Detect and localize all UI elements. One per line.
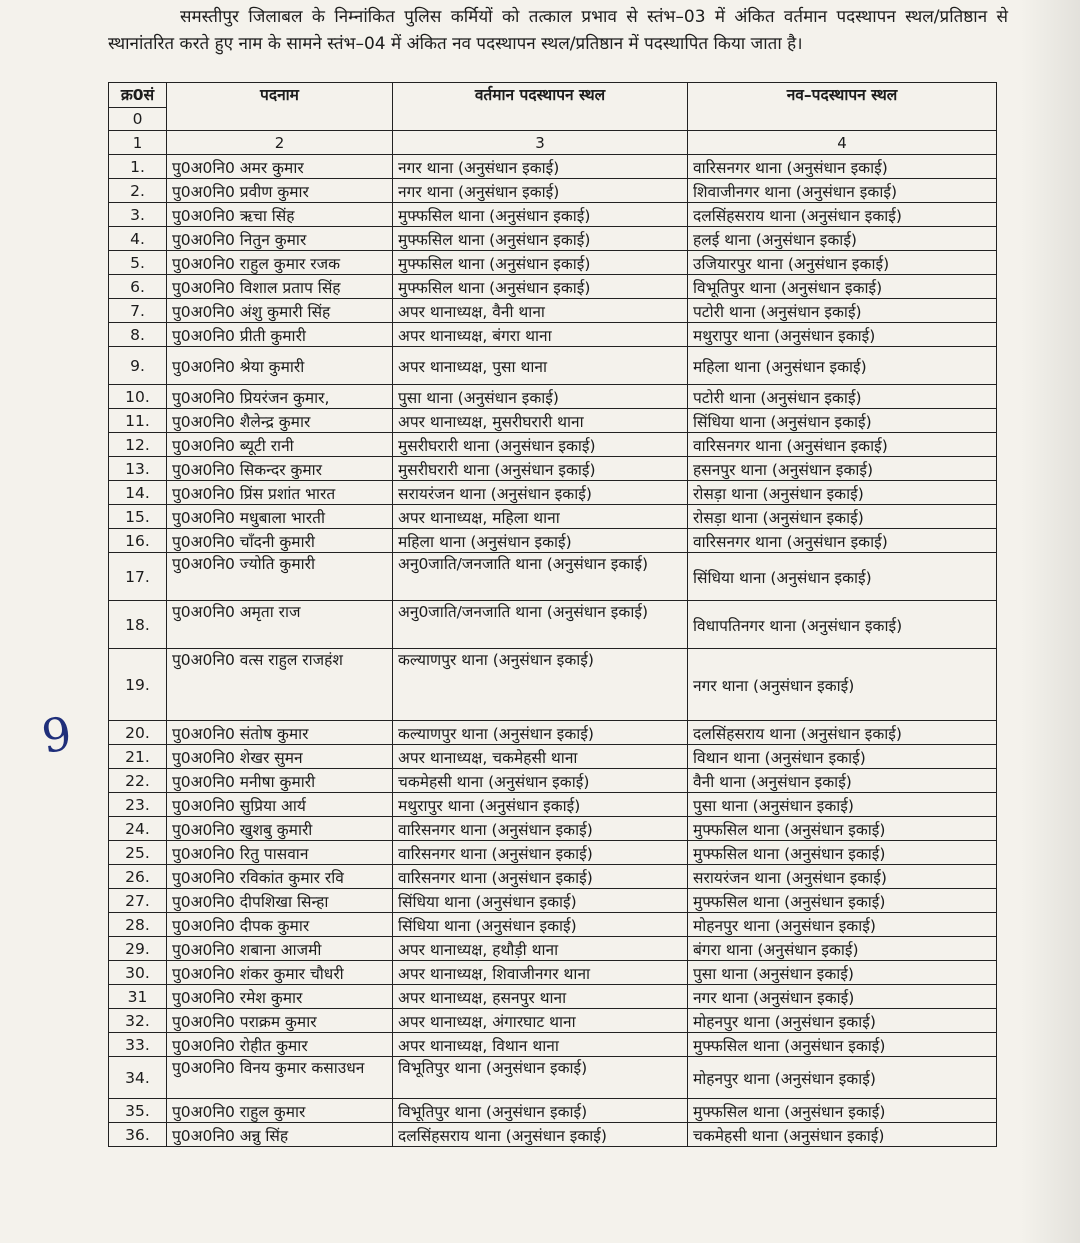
row-new-posting: हसनपुर थाना (अनुसंधान इकाई) xyxy=(688,457,997,481)
row-new-posting: पटोरी थाना (अनुसंधान इकाई) xyxy=(688,299,997,323)
row-new-posting: मुफ्फसिल थाना (अनुसंधान इकाई) xyxy=(688,817,997,841)
table-row xyxy=(109,433,997,457)
table-row xyxy=(109,179,997,203)
table-row xyxy=(109,865,997,889)
row-designation-name: पु0अ0नि0 दीपशिखा सिन्हा xyxy=(167,889,393,913)
row-current-posting: मुफ्फसिल थाना (अनुसंधान इकाई) xyxy=(393,251,688,275)
table-row xyxy=(109,457,997,481)
row-serial-number: 34. xyxy=(109,1057,167,1099)
row-new-posting: नगर थाना (अनुसंधान इकाई) xyxy=(688,649,997,721)
row-serial-number: 19. xyxy=(109,649,167,721)
row-designation-name: पु0अ0नि0 प्रिंस प्रशांत भारत xyxy=(167,481,393,505)
row-designation-name: पु0अ0नि0 शबाना आजमी xyxy=(167,937,393,961)
row-new-posting: हलई थाना (अनुसंधान इकाई) xyxy=(688,227,997,251)
row-serial-number: 11. xyxy=(109,409,167,433)
row-serial-number: 20. xyxy=(109,721,167,745)
row-designation-name: पु0अ0नि0 प्रीती कुमारी xyxy=(167,323,393,347)
row-serial-number: 9. xyxy=(109,347,167,385)
row-new-posting: पुसा थाना (अनुसंधान इकाई) xyxy=(688,961,997,985)
column-number: 4 xyxy=(688,131,997,155)
row-current-posting: अपर थानाध्यक्ष, शिवाजीनगर थाना xyxy=(393,961,688,985)
row-current-posting: मुसरीघरारी थाना (अनुसंधान इकाई) xyxy=(393,433,688,457)
row-current-posting: अपर थानाध्यक्ष, हसनपुर थाना xyxy=(393,985,688,1009)
row-current-posting: महिला थाना (अनुसंधान इकाई) xyxy=(393,529,688,553)
row-current-posting: नगर थाना (अनुसंधान इकाई) xyxy=(393,155,688,179)
row-serial-number: 4. xyxy=(109,227,167,251)
table-row xyxy=(109,745,997,769)
row-current-posting: अनु0जाति/जनजाति थाना (अनुसंधान इकाई) xyxy=(393,601,688,649)
row-designation-name: पु0अ0नि0 नितुन कुमार xyxy=(167,227,393,251)
row-current-posting: वारिसनगर थाना (अनुसंधान इकाई) xyxy=(393,841,688,865)
row-designation-name: पु0अ0नि0 रितु पासवान xyxy=(167,841,393,865)
row-serial-number: 23. xyxy=(109,793,167,817)
row-serial-number: 3. xyxy=(109,203,167,227)
row-new-posting: मोहनपुर थाना (अनुसंधान इकाई) xyxy=(688,1057,997,1099)
table-row xyxy=(109,347,997,385)
row-designation-name: पु0अ0नि0 शैलेन्द्र कुमार xyxy=(167,409,393,433)
row-designation-name: पु0अ0नि0 पराक्रम कुमार xyxy=(167,1009,393,1033)
row-designation-name: पु0अ0नि0 ज्योति कुमारी xyxy=(167,553,393,601)
row-serial-number: 33. xyxy=(109,1033,167,1057)
row-current-posting: कल्याणपुर थाना (अनुसंधान इकाई) xyxy=(393,649,688,721)
table-row xyxy=(109,601,997,649)
column-number: 1 xyxy=(109,131,167,155)
table-row xyxy=(109,409,997,433)
row-current-posting: अपर थानाध्यक्ष, चकमेहसी थाना xyxy=(393,745,688,769)
row-designation-name: पु0अ0नि0 दीपक कुमार xyxy=(167,913,393,937)
row-serial-number: 15. xyxy=(109,505,167,529)
row-designation-name: पु0अ0नि0 रमेश कुमार xyxy=(167,985,393,1009)
row-designation-name: पु0अ0नि0 राहुल कुमार रजक xyxy=(167,251,393,275)
row-new-posting: दलसिंहसराय थाना (अनुसंधान इकाई) xyxy=(688,203,997,227)
row-serial-number: 14. xyxy=(109,481,167,505)
table-row xyxy=(109,385,997,409)
table-row xyxy=(109,889,997,913)
row-new-posting: मुफ्फसिल थाना (अनुसंधान इकाई) xyxy=(688,1033,997,1057)
row-designation-name: पु0अ0नि0 विशाल प्रताप सिंह xyxy=(167,275,393,299)
table-row xyxy=(109,985,997,1009)
row-designation-name: पु0अ0नि0 विनय कुमार कसाउधन xyxy=(167,1057,393,1099)
table-row xyxy=(109,275,997,299)
row-current-posting: वारिसनगर थाना (अनुसंधान इकाई) xyxy=(393,817,688,841)
table-row xyxy=(109,1009,997,1033)
row-new-posting: वारिसनगर थाना (अनुसंधान इकाई) xyxy=(688,433,997,457)
row-new-posting: वैनी थाना (अनुसंधान इकाई) xyxy=(688,769,997,793)
row-serial-number: 2. xyxy=(109,179,167,203)
row-serial-number: 13. xyxy=(109,457,167,481)
row-serial-number: 18. xyxy=(109,601,167,649)
row-serial-number: 22. xyxy=(109,769,167,793)
row-designation-name: पु0अ0नि0 राहुल कुमार xyxy=(167,1099,393,1123)
row-new-posting: मोहनपुर थाना (अनुसंधान इकाई) xyxy=(688,913,997,937)
row-new-posting: नगर थाना (अनुसंधान इकाई) xyxy=(688,985,997,1009)
row-designation-name: पु0अ0नि0 चाँदनी कुमारी xyxy=(167,529,393,553)
row-new-posting: मुफ्फसिल थाना (अनुसंधान इकाई) xyxy=(688,889,997,913)
row-serial-number: 32. xyxy=(109,1009,167,1033)
table-row xyxy=(109,1033,997,1057)
column-number: 2 xyxy=(167,131,393,155)
row-designation-name: पु0अ0नि0 अन्नु सिंह xyxy=(167,1123,393,1147)
row-current-posting: कल्याणपुर थाना (अनुसंधान इकाई) xyxy=(393,721,688,745)
table-row xyxy=(109,841,997,865)
row-serial-number: 16. xyxy=(109,529,167,553)
row-new-posting: विभूतिपुर थाना (अनुसंधान इकाई) xyxy=(688,275,997,299)
row-current-posting: मुसरीघरारी थाना (अनुसंधान इकाई) xyxy=(393,457,688,481)
row-serial-number: 8. xyxy=(109,323,167,347)
row-serial-number: 5. xyxy=(109,251,167,275)
row-current-posting: चकमेहसी थाना (अनुसंधान इकाई) xyxy=(393,769,688,793)
header-new-posting: नव–पदस्थापन स्थल xyxy=(688,83,997,131)
table-row xyxy=(109,299,997,323)
row-serial-number: 12. xyxy=(109,433,167,457)
row-new-posting: शिवाजीनगर थाना (अनुसंधान इकाई) xyxy=(688,179,997,203)
row-designation-name: पु0अ0नि0 सुप्रिया आर्य xyxy=(167,793,393,817)
row-designation-name: पु0अ0नि0 मधुबाला भारती xyxy=(167,505,393,529)
row-serial-number: 36. xyxy=(109,1123,167,1147)
row-current-posting: अपर थानाध्यक्ष, पुसा थाना xyxy=(393,347,688,385)
transfer-table xyxy=(108,82,997,1147)
column-number-row xyxy=(109,131,997,155)
row-current-posting: दलसिंहसराय थाना (अनुसंधान इकाई) xyxy=(393,1123,688,1147)
row-designation-name: पु0अ0नि0 रोहीत कुमार xyxy=(167,1033,393,1057)
row-current-posting: अपर थानाध्यक्ष, अंगारघाट थाना xyxy=(393,1009,688,1033)
row-designation-name: पु0अ0नि0 अमृता राज xyxy=(167,601,393,649)
table-row xyxy=(109,1099,997,1123)
row-serial-number: 24. xyxy=(109,817,167,841)
row-serial-number: 21. xyxy=(109,745,167,769)
row-serial-number: 17. xyxy=(109,553,167,601)
row-designation-name: पु0अ0नि0 खुशबु कुमारी xyxy=(167,817,393,841)
row-current-posting: सिंधिया थाना (अनुसंधान इकाई) xyxy=(393,913,688,937)
row-new-posting: महिला थाना (अनुसंधान इकाई) xyxy=(688,347,997,385)
row-current-posting: अपर थानाध्यक्ष, मुसरीघरारी थाना xyxy=(393,409,688,433)
table-row xyxy=(109,553,997,601)
row-current-posting: विभूतिपुर थाना (अनुसंधान इकाई) xyxy=(393,1099,688,1123)
table-row xyxy=(109,481,997,505)
row-current-posting: मथुरापुर थाना (अनुसंधान इकाई) xyxy=(393,793,688,817)
row-designation-name: पु0अ0नि0 मनीषा कुमारी xyxy=(167,769,393,793)
row-designation-name: पु0अ0नि0 वत्स राहुल राजहंश xyxy=(167,649,393,721)
intro-paragraph: समस्तीपुर जिलाबल के निम्नांकित पुलिस कर्मियों को तत्काल प्रभाव से स्तंभ–03 में अंकित वर्तमान पदस्थापन स्थल/प्रतिष्ठान से स्थानांतरित करते हुए नाम के सामने स्तंभ–04 में अंकित नव पदस्थापन स्थल/प्रतिष्ठान में पदस्थापित किया जाता है। xyxy=(108,7,1008,54)
row-new-posting: विथान थाना (अनुसंधान इकाई) xyxy=(688,745,997,769)
page-shadow xyxy=(1020,0,1080,1243)
table-row xyxy=(109,529,997,553)
row-current-posting: मुफ्फसिल थाना (अनुसंधान इकाई) xyxy=(393,203,688,227)
row-designation-name: पु0अ0नि0 ब्यूटी रानी xyxy=(167,433,393,457)
row-serial-number: 26. xyxy=(109,865,167,889)
row-new-posting: मथुरापुर थाना (अनुसंधान इकाई) xyxy=(688,323,997,347)
table-row xyxy=(109,913,997,937)
row-serial-number: 27. xyxy=(109,889,167,913)
table-row xyxy=(109,1123,997,1147)
row-serial-number: 7. xyxy=(109,299,167,323)
header-sno: क्र0सं xyxy=(109,83,167,108)
row-new-posting: रोसड़ा थाना (अनुसंधान इकाई) xyxy=(688,505,997,529)
row-current-posting: वारिसनगर थाना (अनुसंधान इकाई) xyxy=(393,865,688,889)
table-row xyxy=(109,155,997,179)
row-new-posting: पुसा थाना (अनुसंधान इकाई) xyxy=(688,793,997,817)
table-row xyxy=(109,793,997,817)
row-designation-name: पु0अ0नि0 सिकन्दर कुमार xyxy=(167,457,393,481)
row-designation-name: पु0अ0नि0 अमर कुमार xyxy=(167,155,393,179)
table-row xyxy=(109,1057,997,1099)
row-new-posting: रोसड़ा थाना (अनुसंधान इकाई) xyxy=(688,481,997,505)
row-serial-number: 29. xyxy=(109,937,167,961)
row-serial-number: 31 xyxy=(109,985,167,1009)
row-current-posting: अपर थानाध्यक्ष, वैनी थाना xyxy=(393,299,688,323)
row-new-posting: बंगरा थाना (अनुसंधान इकाई) xyxy=(688,937,997,961)
row-current-posting: सरायरंजन थाना (अनुसंधान इकाई) xyxy=(393,481,688,505)
row-new-posting: मुफ्फसिल थाना (अनुसंधान इकाई) xyxy=(688,841,997,865)
row-serial-number: 30. xyxy=(109,961,167,985)
handwritten-margin-mark: 9 xyxy=(38,706,75,764)
row-new-posting: पटोरी थाना (अनुसंधान इकाई) xyxy=(688,385,997,409)
header-sno-zero: 0 xyxy=(109,108,167,131)
row-current-posting: मुफ्फसिल थाना (अनुसंधान इकाई) xyxy=(393,275,688,299)
header-row xyxy=(109,83,997,108)
row-serial-number: 10. xyxy=(109,385,167,409)
row-serial-number: 35. xyxy=(109,1099,167,1123)
table-row xyxy=(109,769,997,793)
row-serial-number: 25. xyxy=(109,841,167,865)
row-new-posting: वारिसनगर थाना (अनुसंधान इकाई) xyxy=(688,155,997,179)
table-row xyxy=(109,817,997,841)
column-number: 3 xyxy=(393,131,688,155)
row-current-posting: पुसा थाना (अनुसंधान इकाई) xyxy=(393,385,688,409)
row-designation-name: पु0अ0नि0 शेखर सुमन xyxy=(167,745,393,769)
row-designation-name: पु0अ0नि0 रविकांत कुमार रवि xyxy=(167,865,393,889)
row-new-posting: मोहनपुर थाना (अनुसंधान इकाई) xyxy=(688,1009,997,1033)
row-new-posting: सिंधिया थाना (अनुसंधान इकाई) xyxy=(688,409,997,433)
table-row xyxy=(109,649,997,721)
row-current-posting: अपर थानाध्यक्ष, हथौड़ी थाना xyxy=(393,937,688,961)
row-current-posting: अनु0जाति/जनजाति थाना (अनुसंधान इकाई) xyxy=(393,553,688,601)
header-current-posting: वर्तमान पदस्थापन स्थल xyxy=(393,83,688,131)
row-new-posting: विधापतिनगर थाना (अनुसंधान इकाई) xyxy=(688,601,997,649)
row-current-posting: अपर थानाध्यक्ष, विथान थाना xyxy=(393,1033,688,1057)
row-new-posting: मुफ्फसिल थाना (अनुसंधान इकाई) xyxy=(688,1099,997,1123)
row-new-posting: उजियारपुर थाना (अनुसंधान इकाई) xyxy=(688,251,997,275)
row-serial-number: 1. xyxy=(109,155,167,179)
row-current-posting: अपर थानाध्यक्ष, बंगरा थाना xyxy=(393,323,688,347)
row-current-posting: मुफ्फसिल थाना (अनुसंधान इकाई) xyxy=(393,227,688,251)
table-row xyxy=(109,505,997,529)
table-row xyxy=(109,961,997,985)
row-current-posting: सिंधिया थाना (अनुसंधान इकाई) xyxy=(393,889,688,913)
row-serial-number: 28. xyxy=(109,913,167,937)
row-designation-name: पु0अ0नि0 प्रवीण कुमार xyxy=(167,179,393,203)
row-new-posting: वारिसनगर थाना (अनुसंधान इकाई) xyxy=(688,529,997,553)
row-current-posting: नगर थाना (अनुसंधान इकाई) xyxy=(393,179,688,203)
table-row xyxy=(109,227,997,251)
row-designation-name: पु0अ0नि0 शंकर कुमार चौधरी xyxy=(167,961,393,985)
header-designation: पदनाम xyxy=(167,83,393,131)
row-new-posting: चकमेहसी थाना (अनुसंधान इकाई) xyxy=(688,1123,997,1147)
row-new-posting: दलसिंहसराय थाना (अनुसंधान इकाई) xyxy=(688,721,997,745)
row-designation-name: पु0अ0नि0 प्रियरंजन कुमार, xyxy=(167,385,393,409)
table-row xyxy=(109,203,997,227)
row-current-posting: विभूतिपुर थाना (अनुसंधान इकाई) xyxy=(393,1057,688,1099)
row-designation-name: पु0अ0नि0 संतोष कुमार xyxy=(167,721,393,745)
row-current-posting: अपर थानाध्यक्ष, महिला थाना xyxy=(393,505,688,529)
table-row xyxy=(109,251,997,275)
row-serial-number: 6. xyxy=(109,275,167,299)
row-designation-name: पु0अ0नि0 अंशु कुमारी सिंह xyxy=(167,299,393,323)
row-new-posting: सिंधिया थाना (अनुसंधान इकाई) xyxy=(688,553,997,601)
table-row xyxy=(109,937,997,961)
row-new-posting: सरायरंजन थाना (अनुसंधान इकाई) xyxy=(688,865,997,889)
table-row xyxy=(109,721,997,745)
row-designation-name: पु0अ0नि0 श्रेया कुमारी xyxy=(167,347,393,385)
row-designation-name: पु0अ0नि0 ऋचा सिंह xyxy=(167,203,393,227)
table-row xyxy=(109,323,997,347)
